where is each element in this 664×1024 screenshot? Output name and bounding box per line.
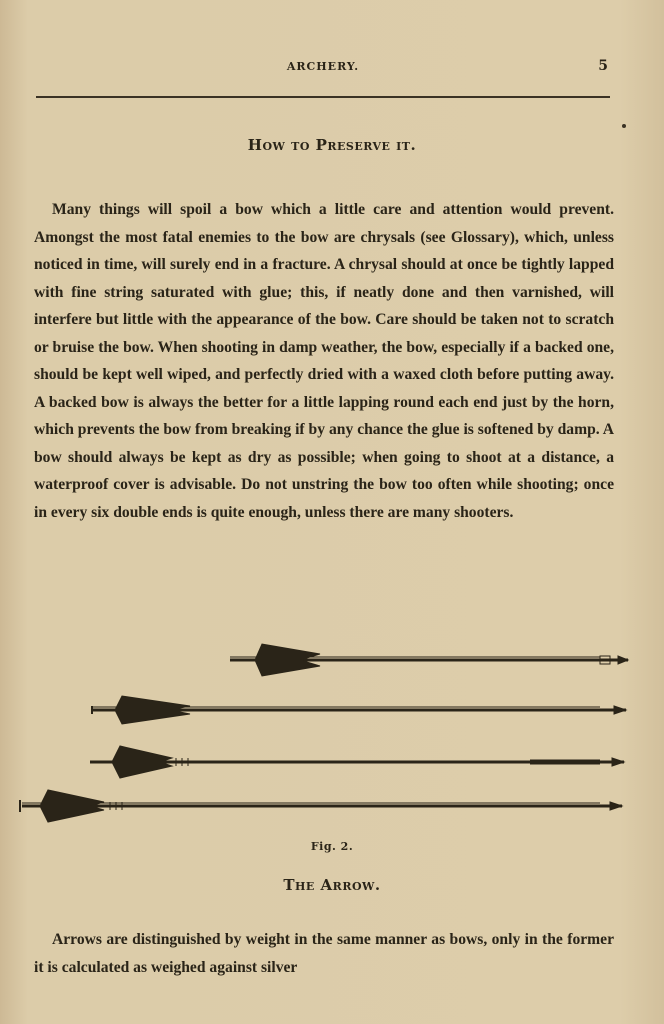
ink-speck xyxy=(622,124,626,128)
paragraph-text: Arrows are distinguished by weight in the same manner as bows, only in the former it is calculated as weighed against silver xyxy=(34,931,614,976)
header-rule xyxy=(36,96,610,98)
arrow-4 xyxy=(20,790,622,822)
arrow-1 xyxy=(230,644,628,676)
arrow-2 xyxy=(92,696,626,724)
arrow-3 xyxy=(90,746,624,778)
body-paragraph-arrow xyxy=(34,926,614,981)
paragraph-text: Many things will spoil a bow which a little care and attention would prevent. Amongst the most fatal enemies to the bow are chrysals (see Glossary), which, unless noticed in time, will surely end in a fracture. A chrysal should at once be tightly lapped with fine string saturated with glue; this, if neatly done and then varnished, will interfere but little with the appearance of the bow. Care should be taken not to scratch or bruise the bow. When shooting in damp weather, the bow, especially if a backed one, should be kept well wiped, and perfectly dried with a waxed cloth before putting away. A backed bow is always the better for a little lapping round each end just by the horn, which prevents the bow from breaking if by any chance the glue is softened by damp. A bow should always be kept as dry as possible; when going to shoot at a distance, a waterproof cover is advisable. Do not unstring the bow too often while shooting; once in every six double ends is quite enough, unless there are many shooters. xyxy=(34,201,614,521)
running-header xyxy=(36,58,610,78)
section-heading-preserve: How to Preserve it. xyxy=(247,136,417,154)
running-title: ARCHERY. xyxy=(286,60,360,73)
page-number: 5 xyxy=(598,58,608,74)
figure-caption: Fig. 2. xyxy=(310,840,354,853)
body-paragraph-preserve xyxy=(34,196,614,636)
arrows-illustration xyxy=(0,630,664,830)
section-heading-arrow: The Arrow. xyxy=(283,876,381,894)
